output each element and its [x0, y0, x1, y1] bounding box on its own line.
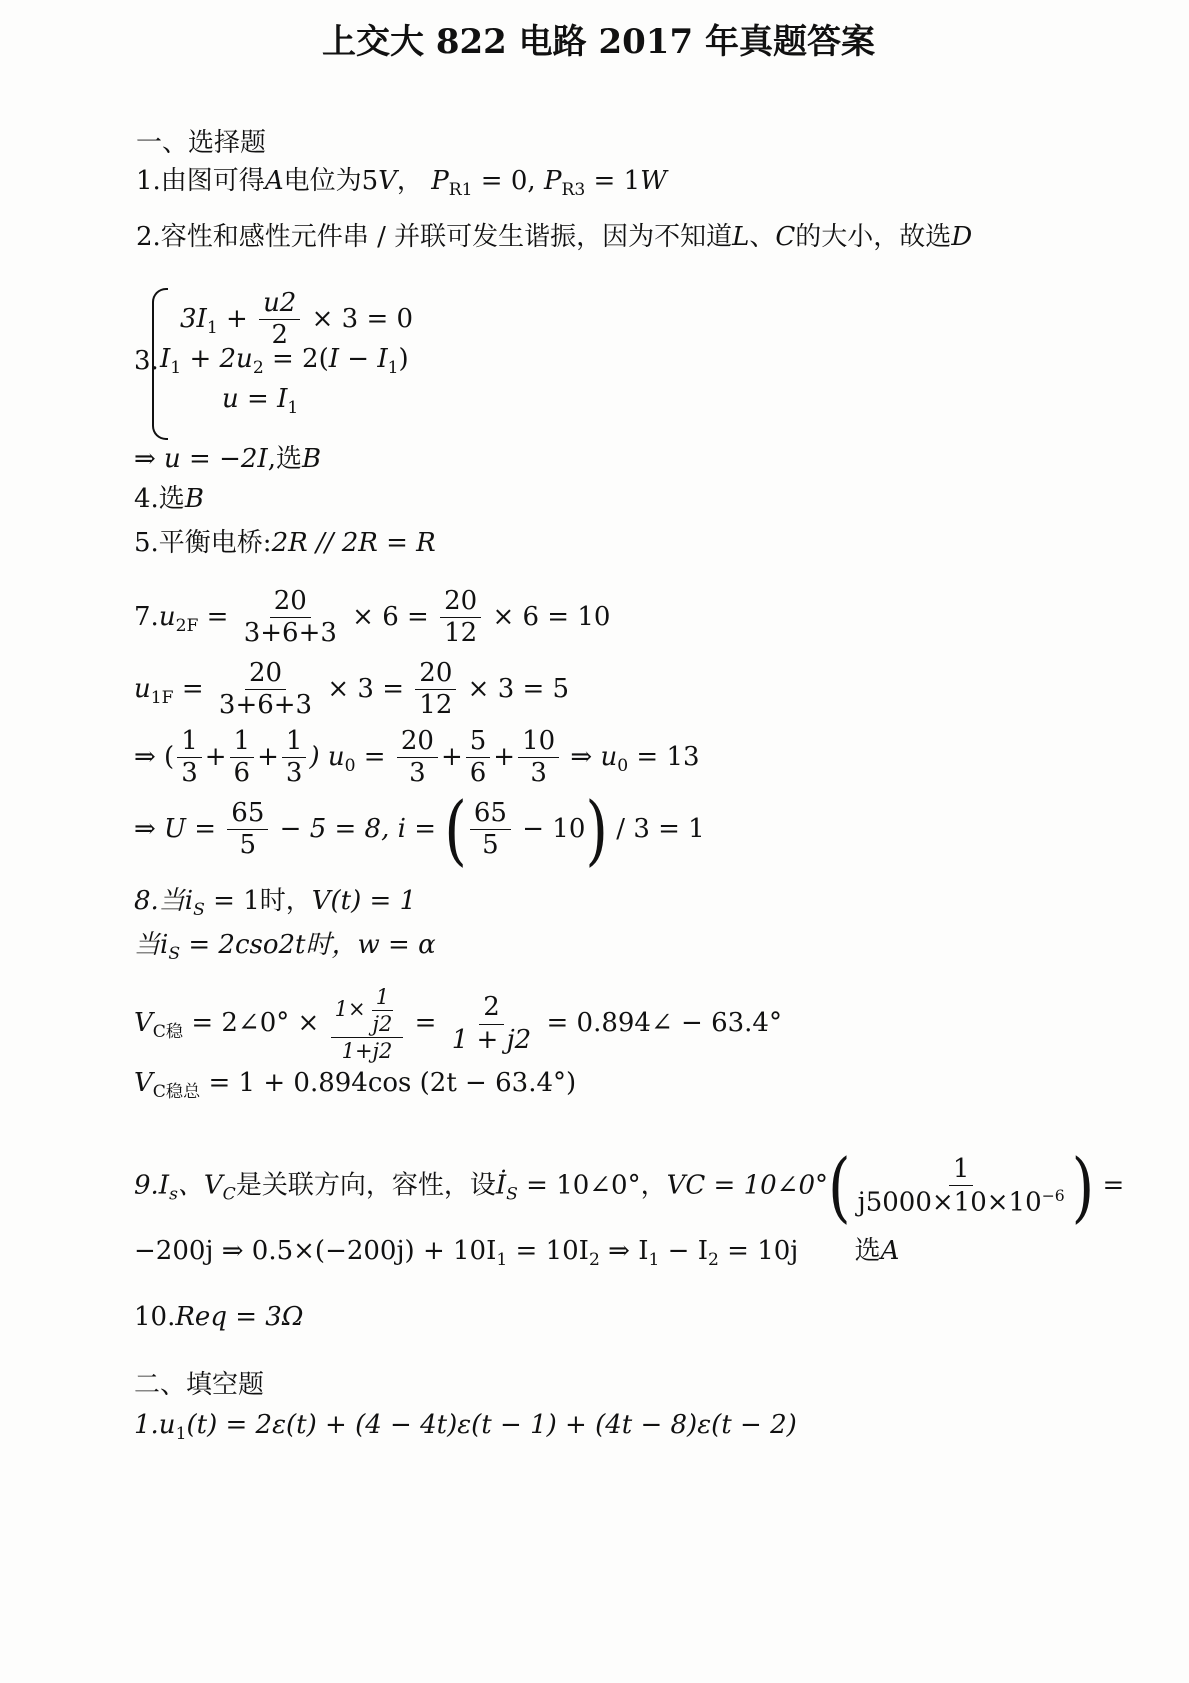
- q3-equation-3: $u = I_1$: [222, 384, 299, 418]
- q8-line-2: 当$i_S = 2cso2t$时，w = α: [134, 930, 436, 964]
- q8-line-1: 8.当$i_S = 1$时，V(t) = 1: [134, 886, 417, 920]
- q7-line-3: ⇒ ( $\frac{1}{3}$ + $\frac{1}{6}$ + $\frac{1}{3}$ ) $u_0$ = $\frac{20}{3}$ + $\frac{5}{6}$ + $\frac{10}{3}$ ⇒ $u_0 = 13$: [134, 726, 700, 789]
- q8-line-3: $V_{C稳}$ = 2∠0° × 1× $\frac{1}{j2}$ 1+j2 = $\frac{2}{1 + j2}$ = 0.894∠ − 63.4°: [134, 985, 782, 1064]
- q3-result: ⇒ u = −2I,选B: [134, 444, 322, 474]
- answer-q4: 4.选B: [134, 484, 204, 514]
- answer-q10: 10.Req = 3Ω: [134, 1302, 304, 1332]
- fill-answer-1: $1.u_1(t) = 2\varepsilon(t) + (4 - 4t)\varepsilon(t - 1) + (4t - 8)\varepsilon(t - 2)$: [134, 1410, 797, 1444]
- q3-equation-1: $3I_1$ + $\frac{u2}{2}$ × 3 = 0: [180, 288, 414, 351]
- answer-q1: 1.由图可得A电位为5V， $P_{R1} = 0$, $P_{R3} = 1W$: [136, 166, 667, 200]
- q7-line-1: $7.u_{2F}$ = $\frac{20}{3+6+3}$ × 6 = $\frac{20}{12}$ × 6 = 10: [134, 586, 611, 649]
- q7-line-2: $u_{1F}$ = $\frac{20}{3+6+3}$ × 3 = $\frac{20}{12}$ × 3 = 5: [134, 658, 570, 721]
- answer-q3-label: 3.: [134, 346, 159, 376]
- q7-line-4: ⇒ U = $\frac{65}{5}$ − 5 = 8, i = ( $\frac{65}{5}$ − 10) / 3 = 1: [134, 785, 705, 874]
- q8-line-4: $V_{C稳总} = 1 + 0.894\cos$ (2t − 63.4°): [134, 1068, 577, 1102]
- answer-q5: 5.平衡电桥:2R // 2R = R: [134, 528, 436, 558]
- section-heading-fill: 二、填空题: [134, 1370, 265, 1400]
- page-title: 上交大 822 电路 2017 年真题答案: [322, 22, 875, 62]
- answer-q2: 2.容性和感性元件串 / 并联可发生谐振，因为不知道L、C的大小，故选D: [136, 222, 973, 252]
- section-heading-choice: 一、选择题: [136, 128, 267, 158]
- q3-equation-2: $I_1 + 2u_2 = 2(I - I_1)$: [160, 344, 409, 378]
- q9-line-2: −200j ⇒ $0.5\times(-200j) + 10I_1 = 10I_2$ ⇒ $I_1 - I_2 = 10j$ 选A: [134, 1236, 900, 1270]
- q9-line-1: $9.I_s$、$V_C$是关联方向，容性，设$İ_S$ = 10∠0°，VC = 10∠0°( $\frac{1}{j5000\times 10\times 10^{-6}}$ ) =: [134, 1142, 1125, 1231]
